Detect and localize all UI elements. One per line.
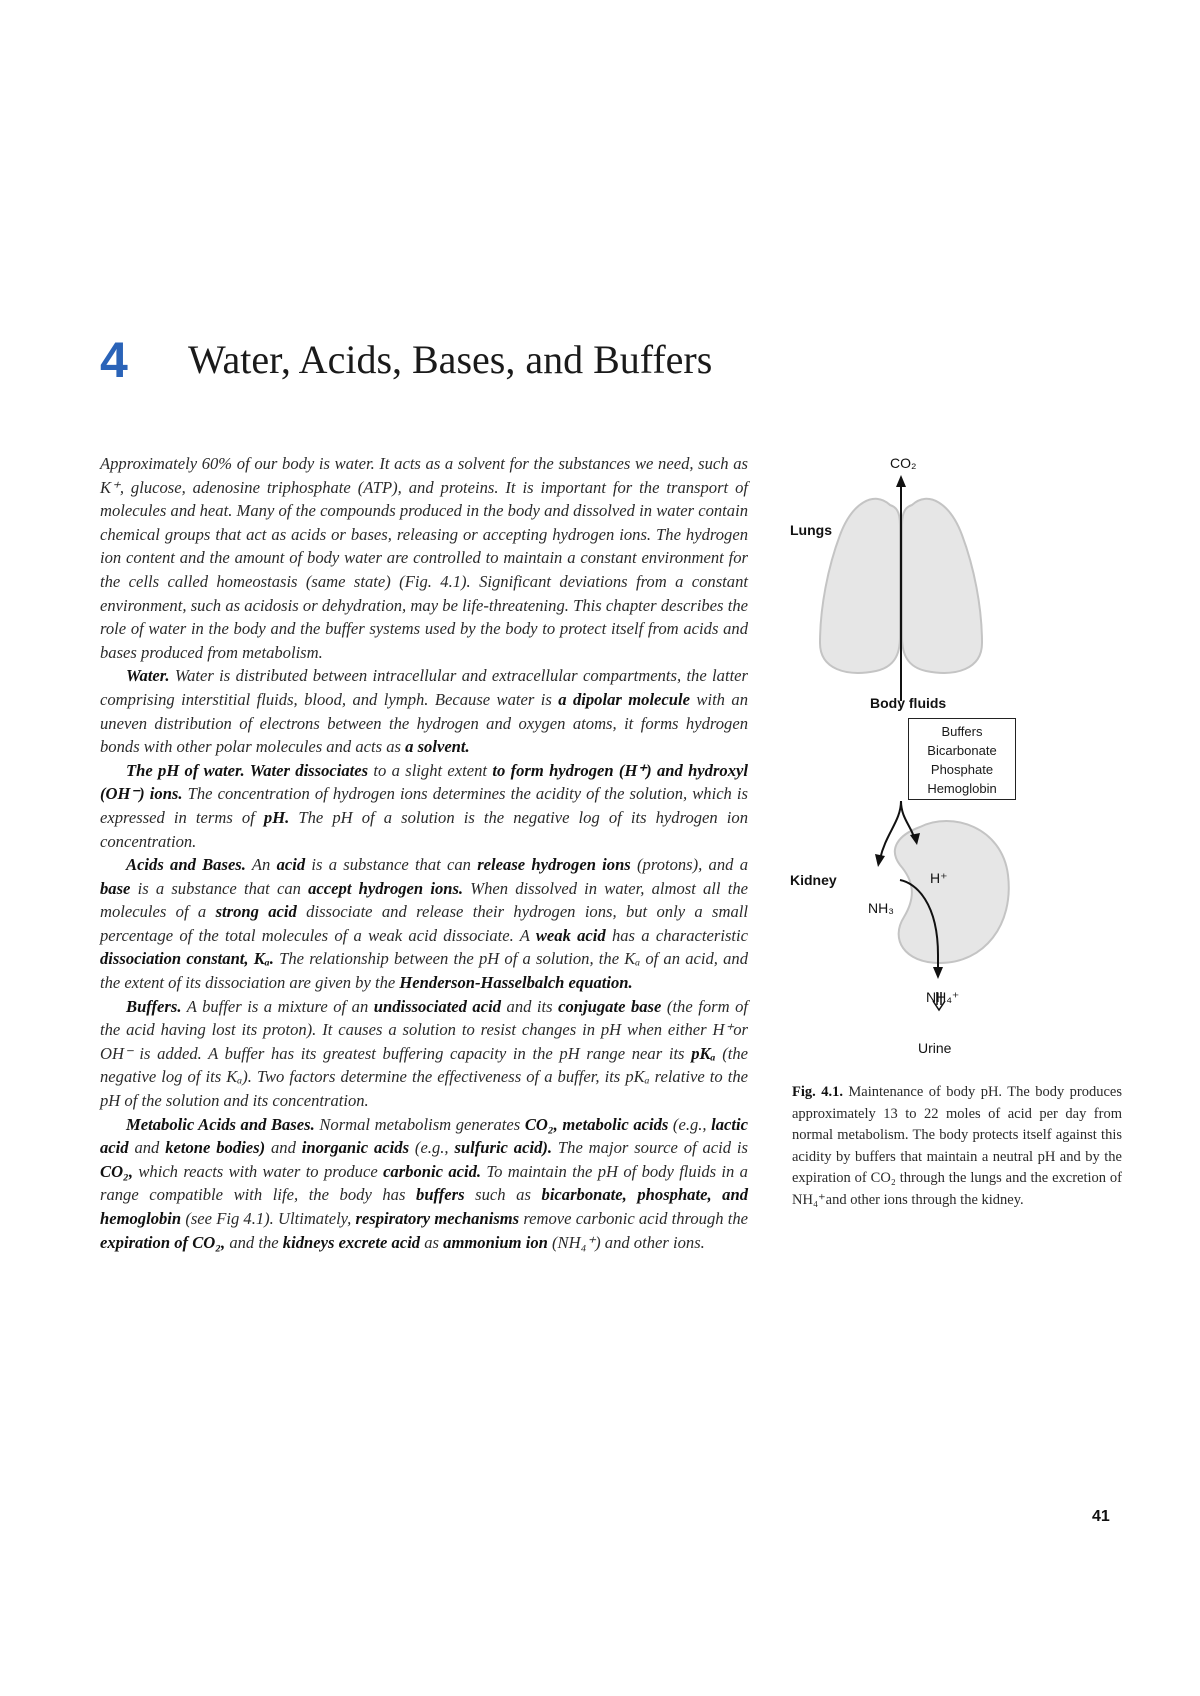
buffers-heading: Buffers — [941, 724, 983, 739]
bold-term: ketone bodies) — [165, 1138, 266, 1158]
bold-term: to form hydrogen (H⁺) and hydroxyl (OH⁻) ions. — [100, 760, 748, 804]
bold-term: weak acid — [535, 925, 606, 945]
ph-paragraph: The pH of water. Water dissociates to a slight extent to form hydrogen (H⁺) and hydroxyl (OH⁻) ions. The concentration of hydrogen ions determines the acidity of the solution, which is expressed in terms of pH. The pH of a solution is the negative log of its hydrogen ion concentration. — [100, 760, 749, 851]
bold-term: release hydrogen ions — [477, 855, 631, 875]
bold-term: sulfuric acid). — [454, 1138, 553, 1158]
buffer-to-h-arrow — [901, 801, 914, 837]
bold-term: pH. — [263, 807, 290, 827]
left-lung-shape — [820, 499, 900, 673]
chapter-number: 4 — [100, 332, 128, 388]
intro-paragraph: Approximately 60% of our body is water. It acts as a solvent for the substances we need, such as K⁺, glucose, adenosine triphosphate (ATP), and proteins. It is important for the transport of molecules and heat. Many of the compounds produced in the body and dissolved in water contain chemical groups that act as acids or bases, releasing or accepting hydrogen ions. The hydrogen ion content and the amount of body water are controlled to maintain a constant environment for the cells called homeostasis (same state) (Fig. 4.1). Significant deviations from a constant environment, such as acidosis or dehydration, may be life-threatening. This chapter describes the role of water in the body and the buffer systems used by the body to protect itself from acids and bases produced from metabolism. — [100, 454, 748, 662]
bicarbonate-label: Bicarbonate — [927, 743, 997, 758]
bold-term: CO₂, metabolic acids — [524, 1114, 669, 1134]
bold-term: Henderson-Hasselbalch equation. — [399, 973, 633, 993]
bold-term: Metabolic Acids and Bases. — [126, 1114, 315, 1134]
caption-label: Fig. 4.1. — [792, 1084, 843, 1100]
bold-term: bicarbonate, phosphate, and hemoglobin — [100, 1185, 748, 1228]
caption-text: Maintenance of body pH. The body produces approximately 13 to 22 moles of acid per day from normal metabolism. The body protects itself against this acidity by buffers that maintain a neutral pH and by the expiration of CO₂ through the lungs and the excretion of NH₄⁺and other ions through the kidney. — [792, 1084, 1123, 1208]
bold-term: pKₐ — [691, 1043, 716, 1063]
bold-term: a solvent. — [405, 737, 470, 757]
metabolic-paragraph: Metabolic Acids and Bases. Normal metabolism generates CO₂, metabolic acids (e.g., lactic acid and ketone bodies) and inorganic acids (e.g., sulfuric acid). The major source of acid is CO₂, which reacts with water to produce carbonic acid. To maintain the pH of body fluids in a range compatible with life, the body has buffers such as bicarbonate, phosphate, and hemoglobin (see Fig 4.1). Ultimately, respiratory mechanisms remove carbonic acid through the expiration of CO₂, and the kidneys excrete acid as ammonium ion (NH₄⁺) and other ions. — [100, 1114, 748, 1252]
bold-term: lactic acid — [100, 1114, 748, 1158]
bold-term: expiration of CO₂, — [100, 1232, 226, 1252]
bold-term: ammonium ion — [443, 1232, 548, 1252]
body-fluids-label: Body fluids — [870, 695, 947, 711]
lungs-label: Lungs — [790, 522, 832, 538]
bold-term: conjugate base — [558, 996, 662, 1016]
bold-term: CO₂, — [100, 1161, 133, 1181]
phosphate-label: Phosphate — [930, 762, 994, 777]
bold-term: base — [100, 878, 131, 898]
bold-term: Water. — [126, 666, 170, 686]
bold-term: respiratory mechanisms — [355, 1209, 520, 1228]
bold-term: inorganic acids — [301, 1138, 410, 1158]
bold-term: Buffers. — [126, 996, 182, 1016]
page-number: 41 — [1092, 1508, 1110, 1525]
chapter-body — [100, 452, 748, 1254]
nh4-label: NH₄⁺ — [926, 989, 960, 1005]
figure-caption — [792, 1082, 1122, 1212]
bold-term: acid — [276, 855, 306, 875]
bold-term: dissociation constant, Kₐ. — [100, 949, 274, 969]
buffers-box — [908, 718, 1016, 800]
co2-arrowhead — [896, 475, 906, 487]
nh3-arrowhead — [875, 854, 885, 867]
bold-term: strong acid — [215, 902, 297, 922]
bold-term: accept hydrogen ions. — [308, 878, 464, 898]
figure-body-ph — [790, 455, 1130, 1065]
bold-term: The pH of water. Water dissociates — [126, 760, 369, 780]
kidney-shape — [895, 821, 1009, 963]
chapter-title: Water, Acids, Bases, and Buffers — [188, 337, 713, 382]
bold-term: buffers — [416, 1185, 465, 1205]
bold-term: carbonic acid. — [383, 1161, 482, 1181]
acids-bases-paragraph: Acids and Bases. An acid is a substance that can release hydrogen ions (protons), and a base is a substance that can accept hydrogen ions. When dissolved in water, almost all the molecules of a strong acid dissociate and release their hydrogen ions, but only a small percentage of the total molecules of a weak acid dissociate. A weak acid has a characteristic dissociation constant, Kₐ. The relationship between the pH of a solution, the Kₐ of an acid, and the extent of its dissociation are given by the Henderson-Hasselbalch equation. — [100, 855, 748, 993]
buffers-paragraph: Buffers. A buffer is a mixture of an undissociated acid and its conjugate base (the form of the acid having lost its proton). It causes a solution to resist changes in pH when either H⁺or OH⁻ is added. A buffer has its greatest buffering capacity in the pH range near its pKₐ (the negative log of its Kₐ). Two factors determine the effectiveness of a buffer, its pKₐ relative to the pH of the solution and its concentration. — [100, 996, 749, 1111]
urine-label: Urine — [918, 1040, 952, 1056]
bold-term: undissociated acid — [373, 996, 501, 1016]
water-paragraph: Water. Water is distributed between intracellular and extracellular compartments, the latter comprising interstitial fluids, blood, and lymph. Because water is a dipolar molecule with an uneven distribution of electrons between the hydrogen and oxygen atoms, it forms hydrogen bonds with other polar molecules and acts as a solvent. — [100, 666, 748, 757]
right-lung-shape — [902, 499, 982, 673]
h-plus-label: H⁺ — [930, 870, 948, 886]
co2-label: CO₂ — [890, 455, 917, 471]
hemoglobin-label: Hemoglobin — [927, 781, 997, 796]
kidney-label: Kidney — [790, 872, 837, 888]
chapter-heading — [100, 330, 860, 390]
bold-term: a dipolar molecule — [558, 689, 690, 709]
nh4-arrowhead — [933, 967, 943, 979]
nh3-label: NH₃ — [868, 900, 894, 916]
bold-term: kidneys excrete acid — [282, 1232, 421, 1252]
bold-term: Acids and Bases. — [126, 855, 246, 875]
